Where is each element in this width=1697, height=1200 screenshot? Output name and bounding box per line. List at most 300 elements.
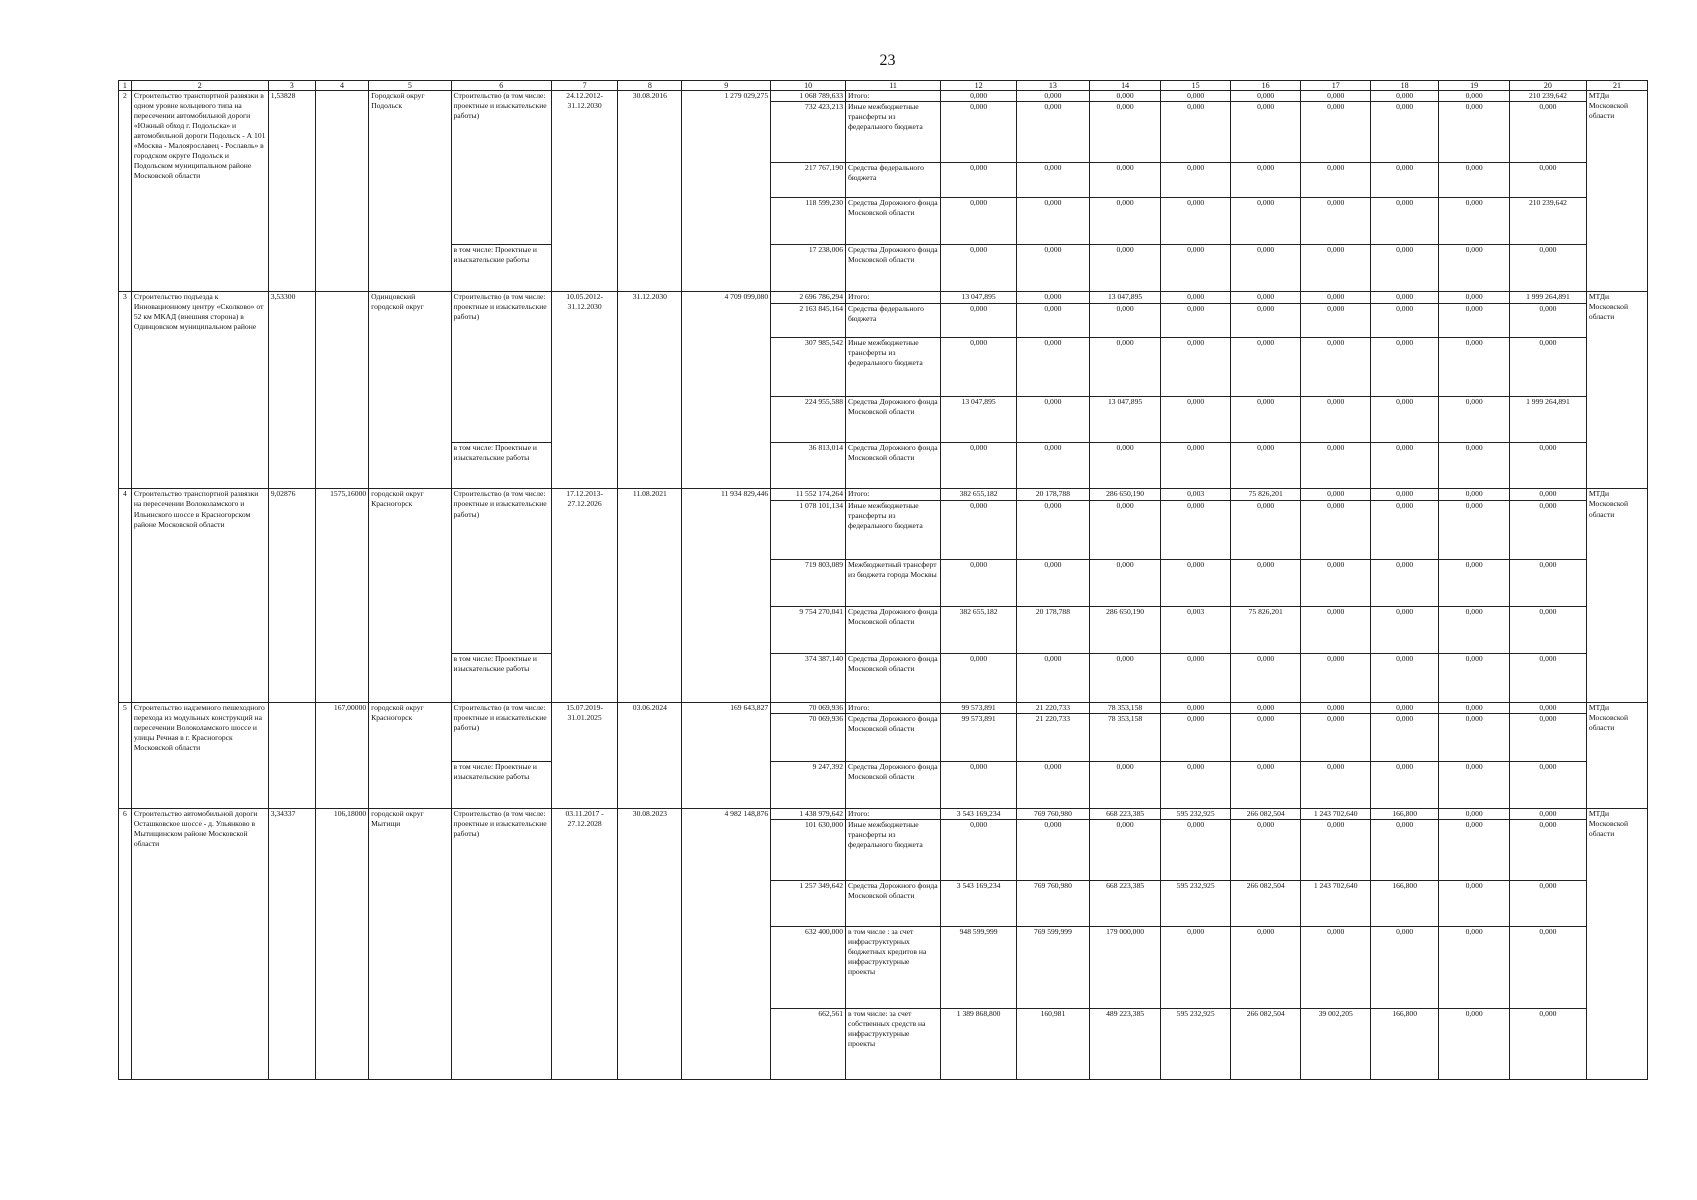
amount-cell: 0,000 (1161, 500, 1231, 559)
funded-amount: 11 552 174,264 (771, 489, 846, 500)
amount-cell: 0,000 (1089, 819, 1161, 880)
amount-cell: 0,000 (1439, 91, 1510, 102)
amount-cell: 0,000 (1089, 244, 1161, 292)
amount-cell: 0,000 (1161, 559, 1231, 607)
amount-cell: 0,000 (1370, 489, 1438, 500)
amount-cell: 0,000 (1439, 338, 1510, 397)
length-km: 3,53300 (268, 292, 315, 489)
customer: МТДи Московской области (1586, 702, 1647, 808)
amount-cell: 0,000 (1230, 163, 1301, 198)
work-type: Строительство (в том числе: проектные и изыскательские работы) (451, 489, 552, 654)
funding-source: Средства Дорожного фонда Московской области (846, 197, 941, 244)
customer: МТДи Московской области (1586, 808, 1647, 1079)
amount-cell: 0,000 (1089, 500, 1161, 559)
amount-cell: 0,000 (1161, 292, 1231, 303)
amount-cell: 0,000 (1301, 197, 1371, 244)
amount-cell: 0,000 (941, 163, 1017, 198)
funded-amount: 9 247,392 (771, 761, 846, 808)
funding-source: Иные межбюджетные трансферты из федерального бюджета (846, 338, 941, 397)
amount-cell: 0,000 (1161, 397, 1231, 443)
amount-cell: 210 239,642 (1509, 91, 1586, 102)
amount-cell: 0,000 (1439, 442, 1510, 489)
column-number: 14 (1089, 81, 1161, 91)
funded-amount: 217 767,190 (771, 163, 846, 198)
estimated-cost: 4 709 099,080 (682, 292, 771, 489)
amount-cell: 0,000 (1161, 197, 1231, 244)
amount-cell: 75 826,201 (1230, 607, 1301, 654)
amount-cell: 0,000 (1017, 559, 1090, 607)
funding-source: Средства Дорожного фонда Московской области (846, 714, 941, 762)
amount-cell: 0,000 (1161, 163, 1231, 198)
amount-cell: 21 220,733 (1017, 702, 1090, 713)
amount-cell: 0,000 (1161, 244, 1231, 292)
amount-cell: 13 047,895 (1089, 292, 1161, 303)
amount-cell: 0,000 (1017, 500, 1090, 559)
amount-cell: 39 002,205 (1301, 1008, 1371, 1079)
amount-cell: 1 999 264,891 (1509, 292, 1586, 303)
amount-cell: 0,000 (1370, 292, 1438, 303)
design-work-type: в том числе: Проектные и изыскательские работы (451, 244, 552, 292)
amount-cell: 0,000 (1439, 808, 1510, 819)
amount-cell: 0,000 (1017, 819, 1090, 880)
funding-source: Средства федерального бюджета (846, 303, 941, 338)
amount-cell: 0,000 (1509, 500, 1586, 559)
amount-cell: 0,000 (941, 244, 1017, 292)
column-number: 2 (131, 81, 268, 91)
amount-cell: 0,000 (1161, 442, 1231, 489)
amount-cell: 0,000 (1230, 91, 1301, 102)
column-number: 1 (119, 81, 132, 91)
amount-cell: 0,003 (1161, 489, 1231, 500)
work-period: 24.12.2012- 31.12.2030 (552, 91, 618, 292)
column-number: 20 (1509, 81, 1586, 91)
amount-cell: 0,000 (1301, 819, 1371, 880)
amount-cell: 0,000 (1017, 338, 1090, 397)
amount-cell: 0,000 (1439, 197, 1510, 244)
amount-cell: 0,000 (1439, 397, 1510, 443)
opening-date: 11.08.2021 (618, 489, 682, 702)
amount-cell: 0,000 (1161, 819, 1231, 880)
amount-cell: 266 082,504 (1230, 808, 1301, 819)
amount-cell: 0,000 (1301, 102, 1371, 163)
amount-cell: 0,000 (1509, 607, 1586, 654)
work-type: Строительство (в том числе: проектные и изыскательские работы) (451, 808, 552, 1079)
design-work-type: в том числе: Проектные и изыскательские работы (451, 442, 552, 489)
amount-cell: 0,000 (1509, 654, 1586, 703)
table-row (119, 292, 1648, 303)
funding-source: Средства федерального бюджета (846, 163, 941, 198)
amount-cell: 0,003 (1161, 607, 1231, 654)
amount-cell: 0,000 (1509, 880, 1586, 927)
column-number: 5 (369, 81, 451, 91)
amount-cell: 0,000 (1370, 91, 1438, 102)
area-value: 106,18000 (315, 808, 368, 1079)
amount-cell: 0,000 (1370, 654, 1438, 703)
municipality: городской округ Красногорск (369, 702, 451, 808)
work-period: 10.05.2012- 31.12.2030 (552, 292, 618, 489)
amount-cell: 0,000 (1370, 714, 1438, 762)
amount-cell: 0,000 (1509, 244, 1586, 292)
amount-cell: 668 223,385 (1089, 880, 1161, 927)
amount-cell: 0,000 (1301, 244, 1371, 292)
amount-cell: 0,000 (1509, 808, 1586, 819)
amount-cell: 0,000 (1370, 303, 1438, 338)
estimated-cost: 4 982 148,876 (682, 808, 771, 1079)
funding-source: Средства Дорожного фонда Московской области (846, 880, 941, 927)
municipality: городской округ Красногорск (369, 489, 451, 702)
funded-amount: 1 068 789,633 (771, 91, 846, 102)
amount-cell: 0,000 (1161, 303, 1231, 338)
amount-cell: 0,000 (1509, 163, 1586, 198)
amount-cell: 0,000 (1089, 338, 1161, 397)
amount-cell: 21 220,733 (1017, 714, 1090, 762)
amount-cell: 0,000 (941, 91, 1017, 102)
amount-cell: 0,000 (1089, 442, 1161, 489)
amount-cell: 0,000 (1439, 819, 1510, 880)
column-number: 9 (682, 81, 771, 91)
length-km: 3,34337 (268, 808, 315, 1079)
funded-amount: 307 985,542 (771, 338, 846, 397)
amount-cell: 13 047,895 (1089, 397, 1161, 443)
funded-amount: 70 069,936 (771, 702, 846, 713)
municipality: Одинцовский городской округ (369, 292, 451, 489)
amount-cell: 0,000 (1089, 197, 1161, 244)
amount-cell: 0,000 (1230, 292, 1301, 303)
amount-cell: 286 650,190 (1089, 607, 1161, 654)
amount-cell: 0,000 (1439, 163, 1510, 198)
amount-cell: 0,000 (1161, 761, 1231, 808)
amount-cell: 0,000 (1161, 654, 1231, 703)
municipality: Городской округ Подольск (369, 91, 451, 292)
amount-cell: 99 573,891 (941, 714, 1017, 762)
amount-cell: 0,000 (941, 102, 1017, 163)
amount-cell: 0,000 (1370, 761, 1438, 808)
table-row (119, 489, 1648, 500)
row-number: 3 (119, 292, 132, 489)
funded-amount: 1 438 979,642 (771, 808, 846, 819)
funding-source: Иные межбюджетные трансферты из федерального бюджета (846, 102, 941, 163)
amount-cell: 0,000 (1230, 500, 1301, 559)
amount-cell: 99 573,891 (941, 702, 1017, 713)
funding-source: Средства Дорожного фонда Московской области (846, 607, 941, 654)
amount-cell: 0,000 (941, 500, 1017, 559)
column-number: 7 (552, 81, 618, 91)
amount-cell: 0,000 (1439, 303, 1510, 338)
row-number: 6 (119, 808, 132, 1079)
amount-cell: 0,000 (941, 559, 1017, 607)
amount-cell: 0,000 (1089, 559, 1161, 607)
amount-cell: 0,000 (1439, 702, 1510, 713)
amount-cell: 0,000 (1301, 559, 1371, 607)
amount-cell: 0,000 (1439, 102, 1510, 163)
row-number: 5 (119, 702, 132, 808)
amount-cell: 0,000 (1370, 338, 1438, 397)
amount-cell: 0,000 (1509, 819, 1586, 880)
column-number: 8 (618, 81, 682, 91)
column-number: 4 (315, 81, 368, 91)
amount-cell: 0,000 (1439, 1008, 1510, 1079)
amount-cell: 0,000 (1301, 702, 1371, 713)
amount-cell: 0,000 (1509, 761, 1586, 808)
row-number: 4 (119, 489, 132, 702)
area-value (315, 91, 368, 292)
amount-cell: 0,000 (1161, 91, 1231, 102)
work-period: 17.12.2013- 27.12.2026 (552, 489, 618, 702)
amount-cell: 0,000 (1301, 91, 1371, 102)
column-number: 19 (1439, 81, 1510, 91)
amount-cell: 1 243 702,640 (1301, 880, 1371, 927)
amount-cell: 0,000 (1509, 102, 1586, 163)
area-value: 1575,16000 (315, 489, 368, 702)
amount-cell: 179 000,000 (1089, 927, 1161, 1008)
amount-cell: 0,000 (1509, 442, 1586, 489)
length-km: 9,02876 (268, 489, 315, 702)
funding-source: Итого: (846, 808, 941, 819)
amount-cell: 160,981 (1017, 1008, 1090, 1079)
work-type: Строительство (в том числе: проектные и изыскательские работы) (451, 702, 552, 761)
amount-cell: 0,000 (1161, 338, 1231, 397)
amount-cell: 0,000 (1089, 303, 1161, 338)
amount-cell: 0,000 (1301, 303, 1371, 338)
amount-cell: 0,000 (1301, 761, 1371, 808)
column-number: 11 (846, 81, 941, 91)
amount-cell: 0,000 (1301, 489, 1371, 500)
amount-cell: 0,000 (1230, 927, 1301, 1008)
amount-cell: 0,000 (1439, 292, 1510, 303)
amount-cell: 0,000 (1301, 927, 1371, 1008)
amount-cell: 769 760,980 (1017, 808, 1090, 819)
amount-cell: 0,000 (1509, 559, 1586, 607)
amount-cell: 266 082,504 (1230, 1008, 1301, 1079)
amount-cell: 78 353,158 (1089, 702, 1161, 713)
column-number: 3 (268, 81, 315, 91)
amount-cell: 0,000 (941, 442, 1017, 489)
amount-cell: 0,000 (941, 761, 1017, 808)
table-row (119, 91, 1648, 102)
amount-cell: 0,000 (1017, 197, 1090, 244)
amount-cell: 0,000 (1230, 702, 1301, 713)
amount-cell: 0,000 (1509, 927, 1586, 1008)
funded-amount: 70 069,936 (771, 714, 846, 762)
amount-cell: 0,000 (1370, 559, 1438, 607)
amount-cell: 0,000 (1439, 607, 1510, 654)
amount-cell: 13 047,895 (941, 397, 1017, 443)
amount-cell: 0,000 (1089, 761, 1161, 808)
funded-amount: 719 803,089 (771, 559, 846, 607)
customer: МТДи Московской области (1586, 91, 1647, 292)
amount-cell: 769 760,980 (1017, 880, 1090, 927)
amount-cell: 3 543 169,234 (941, 880, 1017, 927)
amount-cell: 382 655,182 (941, 489, 1017, 500)
table-row (119, 702, 1648, 713)
amount-cell: 0,000 (1509, 338, 1586, 397)
amount-cell: 0,000 (1370, 819, 1438, 880)
amount-cell: 0,000 (1161, 102, 1231, 163)
amount-cell: 0,000 (1439, 500, 1510, 559)
opening-date: 30.08.2016 (618, 91, 682, 292)
amount-cell: 0,000 (1439, 927, 1510, 1008)
funded-amount: 732 423,213 (771, 102, 846, 163)
funding-source: Средства Дорожного фонда Московской области (846, 244, 941, 292)
length-km (268, 702, 315, 808)
funded-amount: 1 257 349,642 (771, 880, 846, 927)
amount-cell: 0,000 (1439, 880, 1510, 927)
funding-source: Иные межбюджетные трансферты из федерального бюджета (846, 500, 941, 559)
amount-cell: 0,000 (1017, 292, 1090, 303)
amount-cell: 0,000 (1089, 102, 1161, 163)
column-number: 12 (941, 81, 1017, 91)
amount-cell: 0,000 (1230, 654, 1301, 703)
funded-amount: 224 955,588 (771, 397, 846, 443)
estimated-cost: 169 643,827 (682, 702, 771, 808)
page-number: 23 (879, 52, 896, 69)
funded-amount: 632 400,000 (771, 927, 846, 1008)
amount-cell: 0,000 (1017, 761, 1090, 808)
amount-cell: 0,000 (1089, 91, 1161, 102)
amount-cell: 0,000 (941, 654, 1017, 703)
amount-cell: 0,000 (1370, 442, 1438, 489)
budget-table (118, 80, 1648, 1080)
amount-cell: 20 178,788 (1017, 607, 1090, 654)
funded-amount: 2 696 786,294 (771, 292, 846, 303)
amount-cell: 0,000 (1509, 303, 1586, 338)
funded-amount: 662,561 (771, 1008, 846, 1079)
amount-cell: 0,000 (1370, 244, 1438, 292)
amount-cell: 0,000 (1439, 244, 1510, 292)
table-row (119, 808, 1648, 819)
funded-amount: 118 599,230 (771, 197, 846, 244)
amount-cell: 3 543 169,234 (941, 808, 1017, 819)
amount-cell: 0,000 (1370, 500, 1438, 559)
amount-cell: 0,000 (1017, 244, 1090, 292)
customer: МТДи Московской области (1586, 292, 1647, 489)
work-period: 15.07.2019- 31.01.2025 (552, 702, 618, 808)
amount-cell: 0,000 (1301, 338, 1371, 397)
opening-date: 03.06.2024 (618, 702, 682, 808)
column-number-row (119, 81, 1648, 91)
column-number: 17 (1301, 81, 1371, 91)
area-value (315, 292, 368, 489)
amount-cell: 0,000 (1439, 489, 1510, 500)
amount-cell: 0,000 (1301, 163, 1371, 198)
amount-cell: 0,000 (1230, 303, 1301, 338)
work-period: 03.11.2017 - 27.12.2028 (552, 808, 618, 1079)
amount-cell: 75 826,201 (1230, 489, 1301, 500)
amount-cell: 0,000 (1089, 654, 1161, 703)
customer: МТДи Московской области (1586, 489, 1647, 702)
amount-cell: 0,000 (1161, 714, 1231, 762)
amount-cell: 0,000 (1017, 442, 1090, 489)
amount-cell: 382 655,182 (941, 607, 1017, 654)
amount-cell: 0,000 (1439, 714, 1510, 762)
amount-cell: 0,000 (1161, 702, 1231, 713)
funded-amount: 374 387,140 (771, 654, 846, 703)
amount-cell: 210 239,642 (1509, 197, 1586, 244)
amount-cell: 0,000 (941, 338, 1017, 397)
area-value: 167,00000 (315, 702, 368, 808)
amount-cell: 0,000 (1370, 607, 1438, 654)
amount-cell: 595 232,925 (1161, 1008, 1231, 1079)
amount-cell: 0,000 (1439, 559, 1510, 607)
amount-cell: 0,000 (1230, 397, 1301, 443)
opening-date: 30.08.2023 (618, 808, 682, 1079)
amount-cell: 0,000 (1509, 714, 1586, 762)
amount-cell: 0,000 (1301, 442, 1371, 489)
amount-cell: 0,000 (1370, 197, 1438, 244)
amount-cell: 0,000 (1161, 927, 1231, 1008)
column-number: 6 (451, 81, 552, 91)
column-number: 13 (1017, 81, 1090, 91)
amount-cell: 0,000 (941, 819, 1017, 880)
funded-amount: 1 078 101,134 (771, 500, 846, 559)
amount-cell: 286 650,190 (1089, 489, 1161, 500)
estimated-cost: 1 279 029,275 (682, 91, 771, 292)
amount-cell: 0,000 (1089, 163, 1161, 198)
amount-cell: 0,000 (1301, 607, 1371, 654)
amount-cell: 0,000 (941, 197, 1017, 244)
amount-cell: 0,000 (1301, 714, 1371, 762)
amount-cell: 0,000 (1509, 489, 1586, 500)
amount-cell: 0,000 (1230, 338, 1301, 397)
amount-cell: 489 223,385 (1089, 1008, 1161, 1079)
design-work-type: в том числе: Проектные и изыскательские работы (451, 654, 552, 703)
amount-cell: 0,000 (1230, 559, 1301, 607)
amount-cell: 0,000 (1017, 654, 1090, 703)
amount-cell: 0,000 (1230, 102, 1301, 163)
funding-source: в том числе: за счет собственных средств на инфраструктурные проекты (846, 1008, 941, 1079)
funding-source: Средства Дорожного фонда Московской области (846, 654, 941, 703)
amount-cell: 0,000 (1370, 927, 1438, 1008)
amount-cell: 0,000 (1230, 761, 1301, 808)
work-type: Строительство (в том числе: проектные и изыскательские работы) (451, 292, 552, 442)
object-name: Строительство транспортной развязки в одном уровне кольцевого типа на пересечении автомобильной дороги «Южный обход г. Подольска» и автомобильной дороги Подольск - А 101 «Москва - Малоярославец - Рославль» в городском округе Подольск и Подольском муниципальном районе Московской области (131, 91, 268, 292)
funding-source: Средства Дорожного фонда Московской области (846, 397, 941, 443)
funded-amount: 101 630,000 (771, 819, 846, 880)
column-number: 15 (1161, 81, 1231, 91)
amount-cell: 13 047,895 (941, 292, 1017, 303)
amount-cell: 0,000 (1301, 654, 1371, 703)
amount-cell: 266 082,504 (1230, 880, 1301, 927)
amount-cell: 0,000 (1370, 702, 1438, 713)
funded-amount: 17 238,006 (771, 244, 846, 292)
funding-source: Итого: (846, 702, 941, 713)
object-name: Строительство надземного пешеходного перехода из модульных конструкций на пересечении Волоколамского шоссе и улицы Речная в г. Красногорск Московской области (131, 702, 268, 808)
funded-amount: 2 163 845,164 (771, 303, 846, 338)
amount-cell: 668 223,385 (1089, 808, 1161, 819)
length-km: 1,53828 (268, 91, 315, 292)
amount-cell: 0,000 (1017, 303, 1090, 338)
amount-cell: 0,000 (1230, 442, 1301, 489)
amount-cell: 0,000 (1230, 197, 1301, 244)
design-work-type: в том числе: Проектные и изыскательские работы (451, 761, 552, 808)
amount-cell: 0,000 (1370, 102, 1438, 163)
amount-cell: 166,800 (1370, 1008, 1438, 1079)
amount-cell: 769 599,999 (1017, 927, 1090, 1008)
column-number: 18 (1370, 81, 1438, 91)
municipality: городской округ Мытищи (369, 808, 451, 1079)
funded-amount: 36 813,014 (771, 442, 846, 489)
column-number: 16 (1230, 81, 1301, 91)
amount-cell: 948 599,999 (941, 927, 1017, 1008)
work-type: Строительство (в том числе: проектные и изыскательские работы) (451, 91, 552, 244)
amount-cell: 20 178,788 (1017, 489, 1090, 500)
amount-cell: 0,000 (1017, 91, 1090, 102)
funding-source: Итого: (846, 489, 941, 500)
amount-cell: 166,800 (1370, 808, 1438, 819)
funding-source: Иные межбюджетные трансферты из федерального бюджета (846, 819, 941, 880)
amount-cell: 0,000 (1370, 397, 1438, 443)
amount-cell: 1 243 702,640 (1301, 808, 1371, 819)
